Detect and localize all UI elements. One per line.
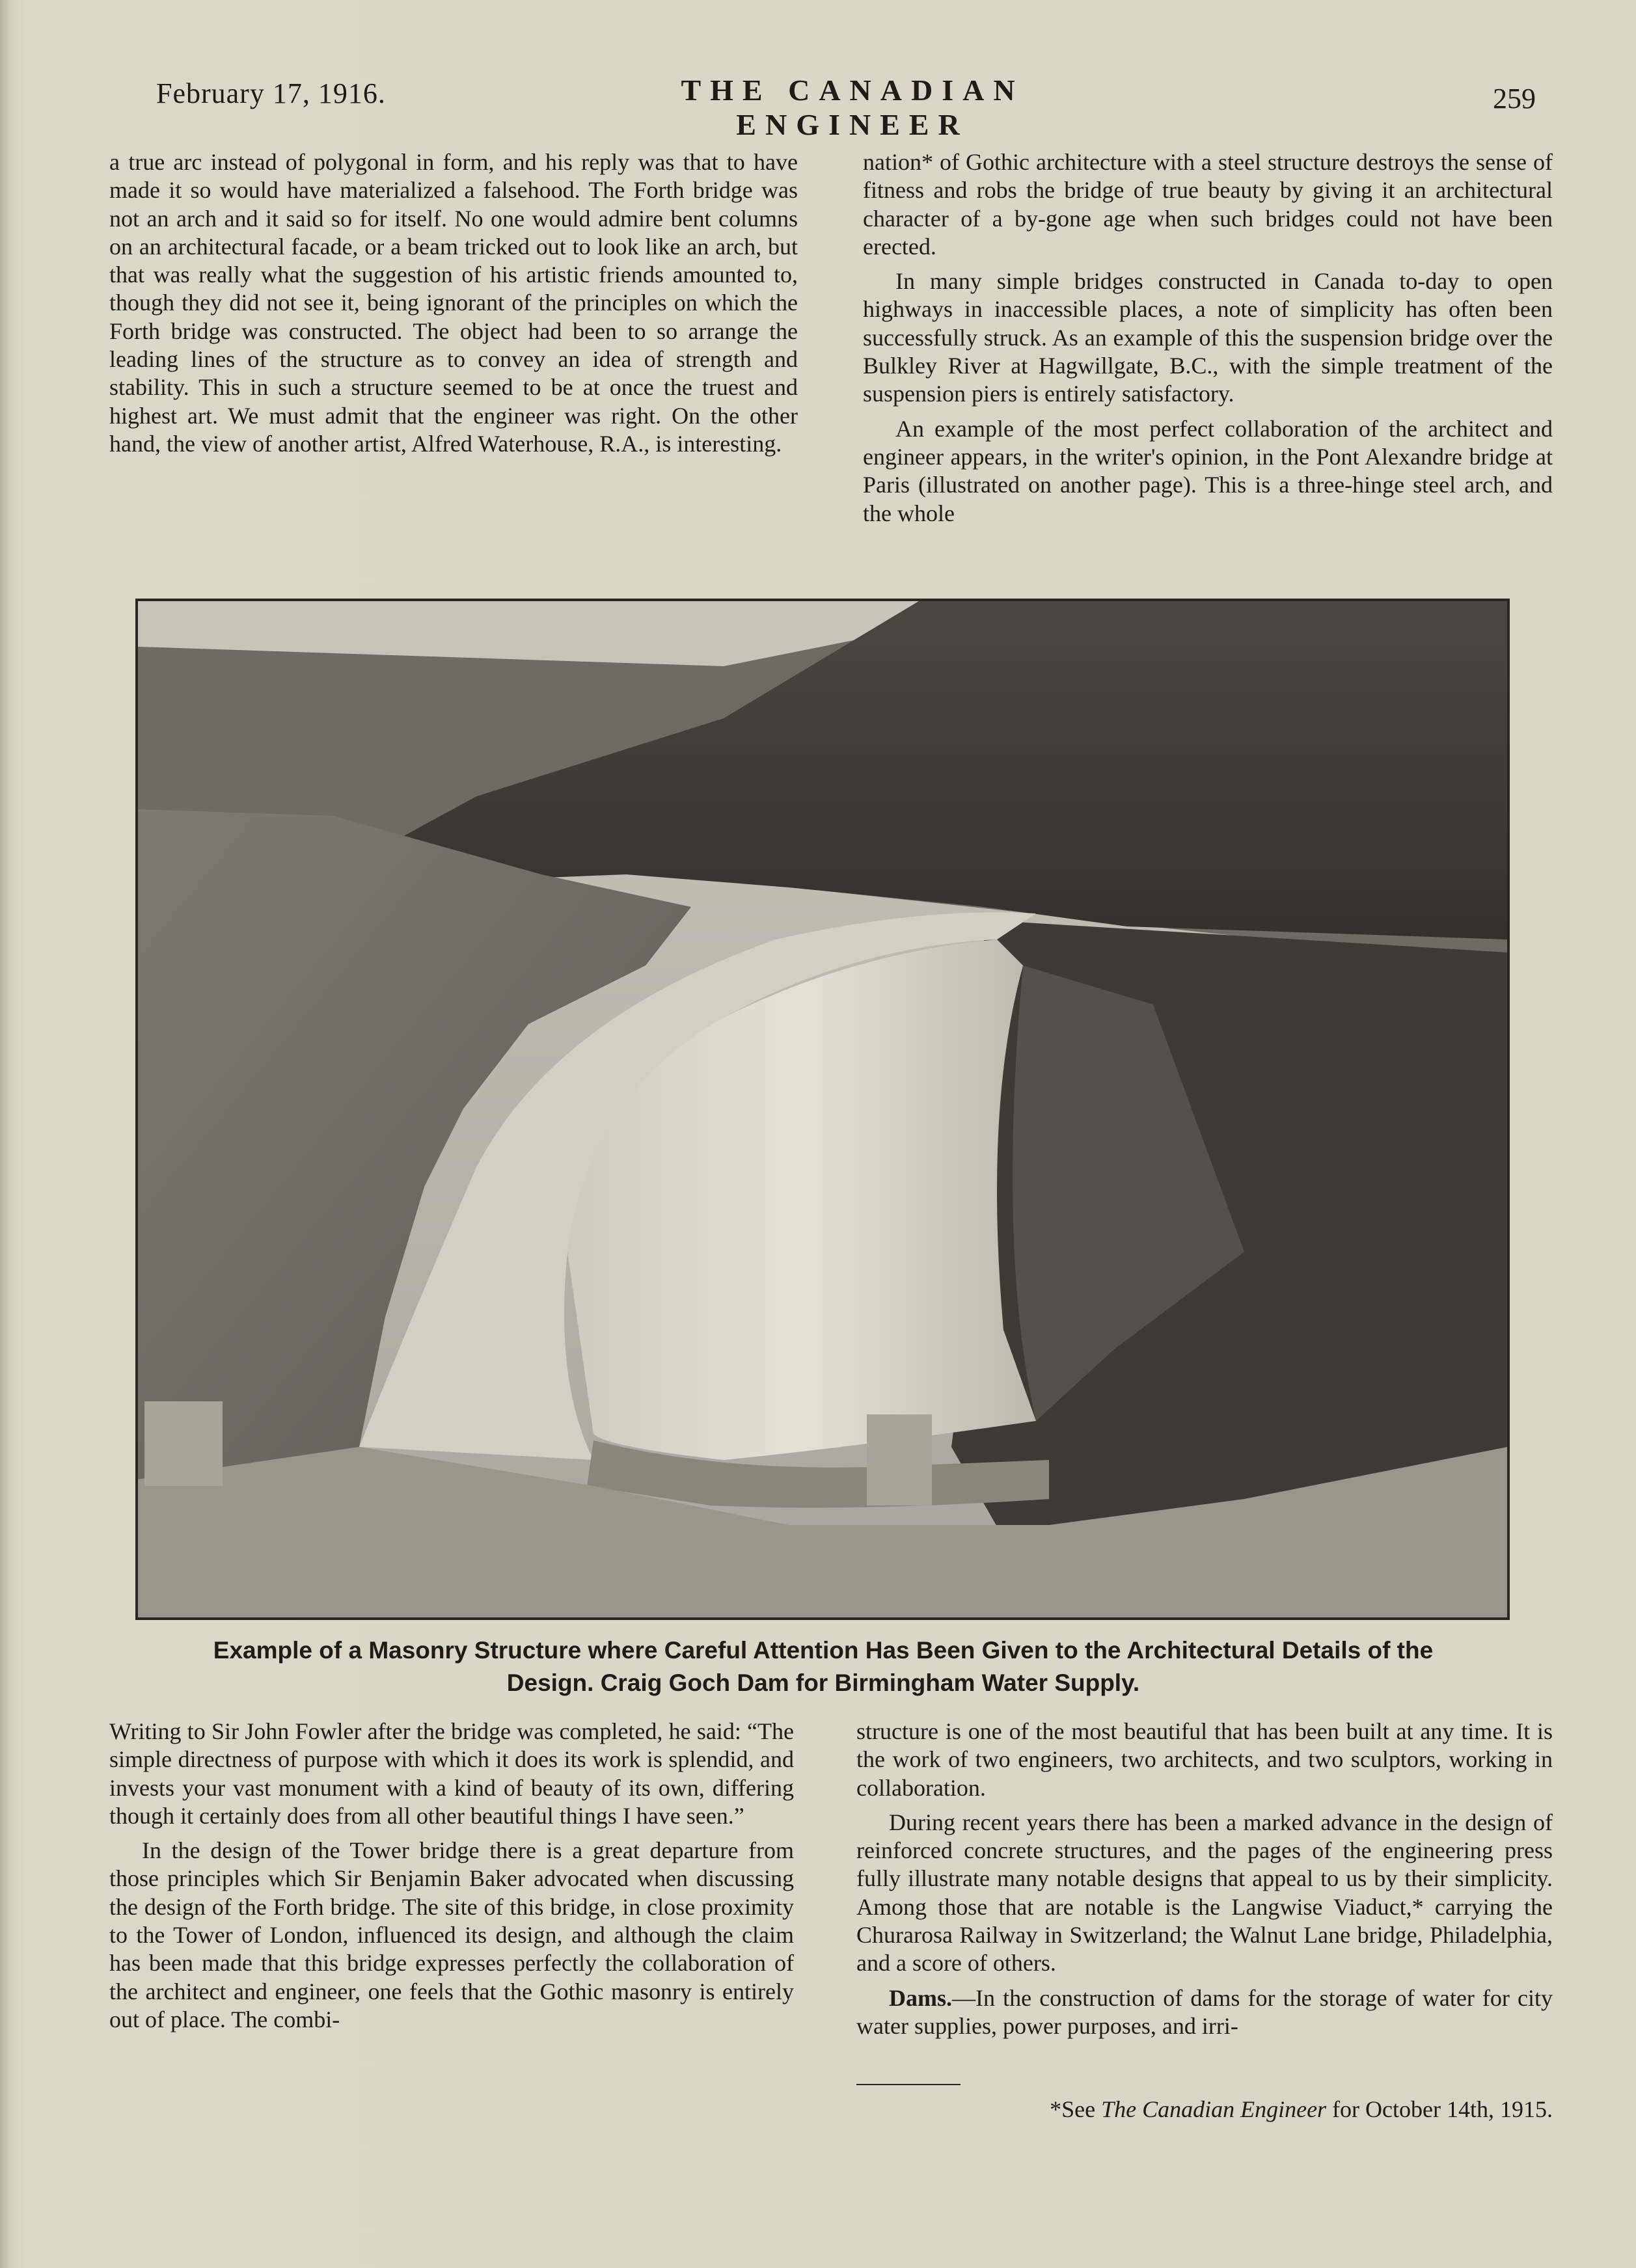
dam-photo-illustration [138, 601, 1507, 1617]
paragraph: In the design of the Tower bridge there is a great departure from those principles which Sir Benjamin Baker advocated when discussing the design of the Forth bridge. The site of this bridge, in close proximity to the Tower of London, influenced its design, and although the claim has been made that this bridge expresses perfectly the collaboration of the architect and engineer, one feels that the Gothic masonry is entirely out of place. The combi- [109, 1837, 794, 2032]
paragraph: Writing to Sir John Fowler after the bridge was completed, he said: “The simple directness of purpose with which it does its work is splendid, and invests your vast monument with a kind of beauty of its own, differing though it certainly does from all other beautiful things I have seen.” [109, 1718, 794, 1829]
column-top-left [109, 148, 798, 458]
column-bottom-left [109, 1718, 794, 2034]
paragraph: An example of the most perfect collaboration of the architect and engineer appears, in the writer's opinion, in the Pont Alexandre bridge at Paris (illustrated on another page). This is a three-hinge steel arch, and the whole [863, 415, 1553, 526]
footnote [856, 2095, 1553, 2124]
paragraph: a true arc instead of polygonal in form, and his reply was that to have made it so would have materialized a falsehood. The Forth bridge was not an arch and it said so for itself. No one would admire bent columns on an architectural facade, or a beam tricked out to look like an arch, but that was really what the suggestion of his artistic friends amounted to, though they did not see it, being ignorant of the principles on which the Forth bridge was constructed. The object had been to so arrange the leading lines of the structure as to convey an idea of strength and stability. This in such a structure seemed to be at once the truest and highest art. We must admit that the engineer was right. On the other hand, the view of another artist, Alfred Waterhouse, R.A., is interesting. [109, 149, 798, 457]
footnote-journal: The Canadian Engineer [1101, 2096, 1327, 2122]
caption-line: Example of a Masonry Structure where Careful Attention Has Been Given to the Architectural Details of the [213, 1637, 1434, 1664]
page-header [156, 73, 1536, 141]
right-gate-pier [867, 1414, 932, 1505]
dam-photograph [135, 599, 1510, 1620]
paragraph [856, 1984, 1553, 2041]
footnote-suffix: for October 14th, 1915. [1326, 2096, 1553, 2122]
left-gate-pier [144, 1401, 223, 1486]
paragraph: structure is one of the most beautiful that has been built at any time. It is the work of two engineers, two architects, and two sculptors, working in collaboration. [856, 1718, 1553, 1801]
column-bottom-right [856, 1718, 1553, 2040]
figure-caption [130, 1634, 1516, 1699]
paragraph-text: —In the construction of dams for the storage of water for city water supplies, power purposes, and irri- [856, 1984, 1553, 2039]
footnote-rule [856, 2084, 961, 2085]
section-lead: Dams. [889, 1984, 952, 2011]
paragraph: nation* of Gothic architecture with a steel structure destroys the sense of fitness and robs the bridge of true beauty by giving it an architectural character of a by-gone age when such bridges could not have been erected. [863, 149, 1553, 260]
paragraph: During recent years there has been a marked advance in the design of reinforced concrete structures, and the pages of the engineering press fully illustrate many notable designs that appeal to us by their simplicity. Among those that are notable is the Langwise Viaduct,* carrying the Churarosa Railway in Switzerland; the Walnut Lane bridge, Philadelphia, and a score of others. [856, 1809, 1553, 1977]
issue-date: February 17, 1916. [156, 77, 386, 109]
caption-line: Design. Craig Goch Dam for Birmingham Water Supply. [506, 1669, 1140, 1696]
paragraph: In many simple bridges constructed in Canada to-day to open highways in inaccessible places, a note of simplicity has often been successfully struck. As an example of this the suspension bridge over the Bulkley River at Hagwillgate, B.C., with the simple treatment of the suspension piers is entirely satisfactory. [863, 268, 1553, 407]
page-number: 259 [1493, 83, 1536, 115]
journal-title: THE CANADIAN ENGINEER [681, 74, 1024, 141]
column-top-right [863, 148, 1553, 528]
footnote-prefix: *See [1050, 2096, 1102, 2122]
